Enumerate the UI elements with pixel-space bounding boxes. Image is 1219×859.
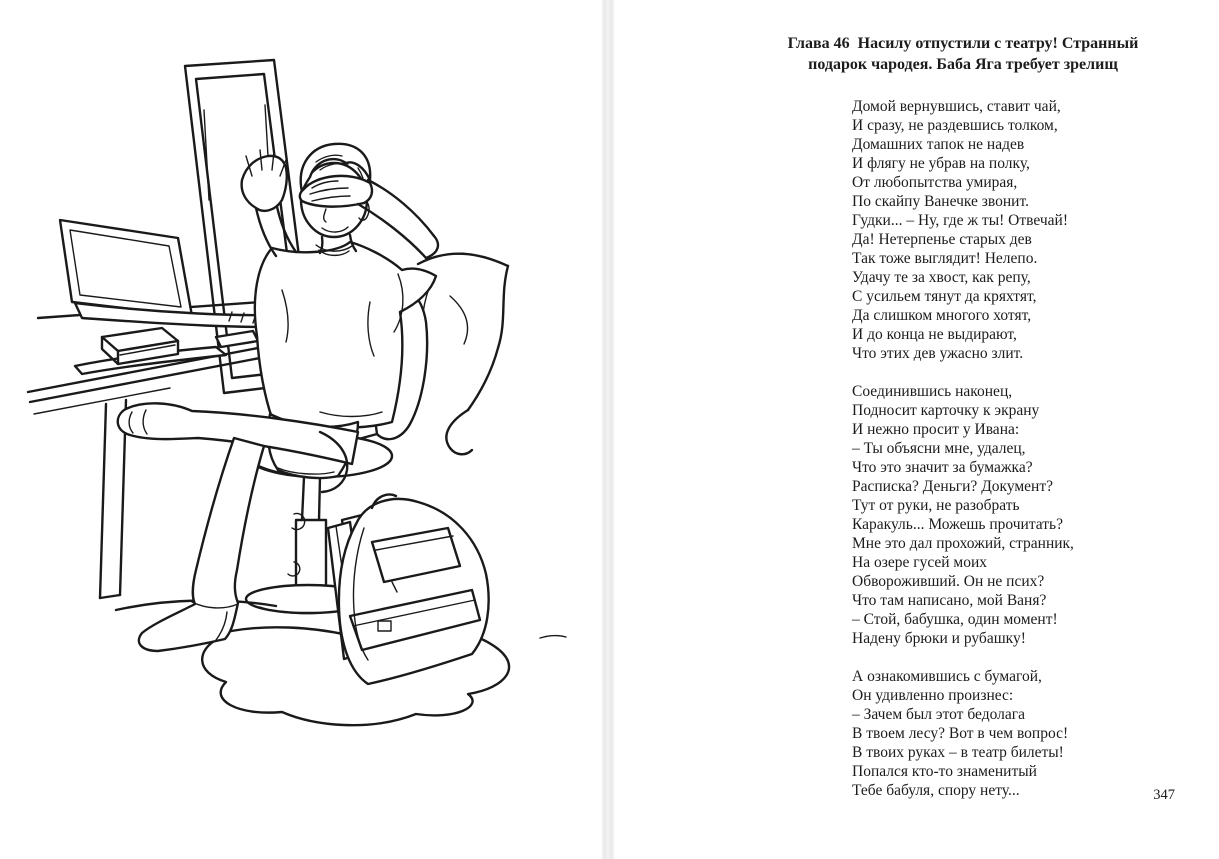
poem-line: На озере гусей моих	[852, 554, 988, 571]
page-left	[0, 0, 601, 859]
poem-line: Что это значит за бумажка?	[852, 459, 1033, 476]
chapter-title-line: подарок чародея. Баба Яга требует зрелищ	[808, 56, 1118, 73]
poem-line: Соединившись наконец,	[852, 383, 1013, 400]
page-gutter	[601, 0, 615, 859]
poem-line: Мне это дал прохожий, странник,	[852, 535, 1074, 552]
poem-line: Подносит карточку к экрану	[852, 402, 1040, 419]
illustration-boy-at-laptop	[20, 50, 580, 740]
poem	[852, 97, 1074, 819]
poem-line: Да! Нетерпенье старых дев	[852, 231, 1032, 248]
chapter-title	[757, 33, 1169, 75]
poem-line: Удачу те за хвост, как репу,	[852, 269, 1031, 286]
poem-line: Домашних тапок не надев	[852, 136, 1025, 153]
stanza-3	[852, 667, 1074, 800]
poem-line: Да слишком многого хотят,	[852, 307, 1032, 324]
poem-line: – Ты объясни мне, удалец,	[852, 440, 1026, 457]
poem-line: По скайпу Ванечке звонит.	[852, 193, 1029, 210]
poem-line: Расписка? Деньги? Документ?	[852, 478, 1054, 495]
poem-line: А ознакомившись с бумагой,	[852, 668, 1042, 685]
poem-line: Так тоже выглядит! Нелепо.	[852, 250, 1038, 267]
poem-line: И нежно просит у Ивана:	[852, 421, 1020, 438]
poem-line: Что этих дев ужасно злит.	[852, 345, 1024, 362]
poem-line: Он удивленно произнес:	[852, 687, 1014, 704]
page-right	[615, 0, 1219, 859]
poem-line: Гудки... – Ну, где ж ты! Отвечай!	[852, 212, 1068, 229]
poem-line: Тут от руки, не разобрать	[852, 497, 1020, 514]
poem-line: В твоем лесу? Вот в чем вопрос!	[852, 725, 1069, 742]
poem-line: От любопытства умирая,	[852, 174, 1018, 191]
chapter-title-line: Глава 46 Насилу отпустили с театру! Странный	[787, 35, 1139, 52]
poem-line: – Стой, бабушка, один момент!	[852, 611, 1058, 628]
poem-line: С усильем тянут да кряхтят,	[852, 288, 1037, 305]
poem-line: Надену брюки и рубашку!	[852, 630, 1026, 647]
poem-line: – Зачем был этот бедолага	[852, 706, 1025, 723]
poem-line: Домой вернувшись, ставит чай,	[852, 98, 1061, 115]
stanza-1	[852, 97, 1074, 363]
backpack-graphic	[328, 495, 489, 685]
poem-line: И флягу не убрав на полку,	[852, 155, 1030, 172]
planted-leg-graphic	[139, 438, 264, 651]
page-number: 347	[1153, 787, 1175, 803]
poem-line: Каракуль... Можешь прочитать?	[852, 516, 1063, 533]
poem-line: И сразу, не раздевшись толком,	[852, 117, 1058, 134]
poem-line: И до конца не выдирают,	[852, 326, 1017, 343]
poem-line: В твоих руках – в театр билеты!	[852, 744, 1064, 761]
poem-line: Обвороживший. Он не псих?	[852, 573, 1045, 590]
poem-line: Что там написано, мой Ваня?	[852, 592, 1047, 609]
poem-line: Попался кто-то знаменитый	[852, 763, 1037, 780]
stanza-2	[852, 382, 1074, 648]
poem-line: Тебе бабуля, спору нету...	[852, 782, 1020, 799]
